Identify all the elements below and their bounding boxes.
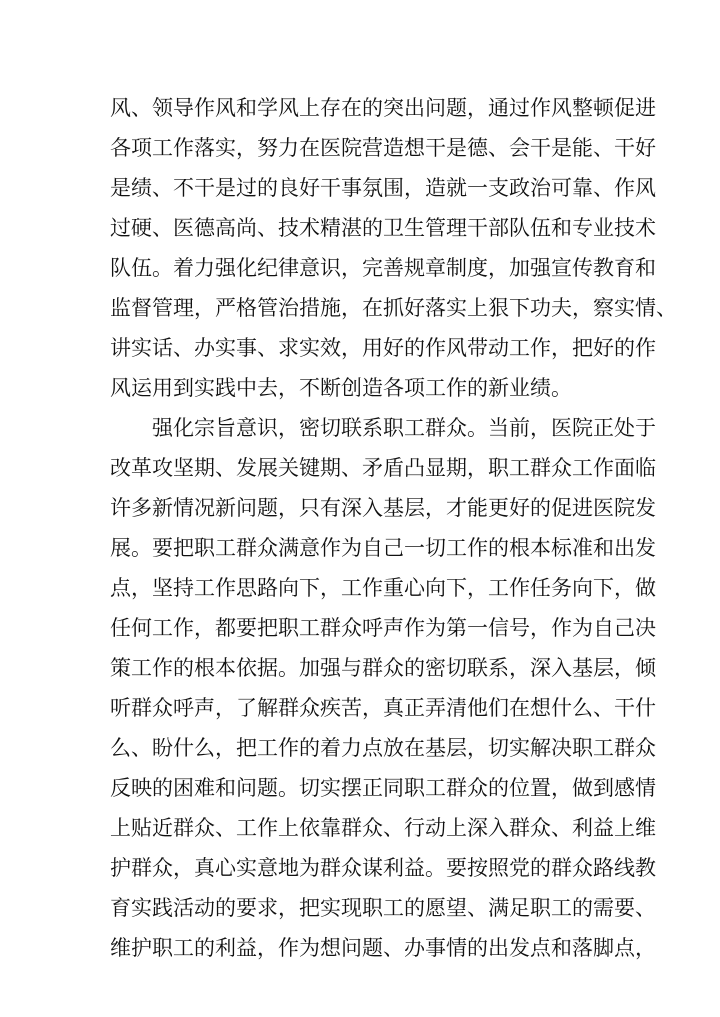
text-line: 各项工作落实，努力在医院营造想干是德、会干是能、干好 xyxy=(110,136,656,160)
text-line: 护群众，真心实意地为群众谋利益。要按照党的群众路线教 xyxy=(110,856,656,880)
paragraph-first-line: 强化宗旨意识，密切联系职工群众。当前，医院正处于 xyxy=(152,416,656,440)
text-line: 策工作的根本依据。加强与群众的密切联系，深入基层，倾 xyxy=(110,656,656,680)
text-line: 听群众呼声，了解群众疾苦，真正弄清他们在想什么、干什 xyxy=(110,696,656,720)
text-line: 上贴近群众、工作上依靠群众、行动上深入群众、利益上维 xyxy=(110,816,656,840)
text-line: 展。要把职工群众满意作为自己一切工作的根本标准和出发 xyxy=(110,536,656,560)
text-line: 许多新情况新问题，只有深入基层，才能更好的促进医院发 xyxy=(110,496,656,520)
text-line: 点，坚持工作思路向下，工作重心向下，工作任务向下，做 xyxy=(110,576,656,600)
text-line: 过硬、医德高尚、技术精湛的卫生管理干部队伍和专业技术 xyxy=(110,216,656,240)
text-line: 育实践活动的要求，把实现职工的愿望、满足职工的需要、 xyxy=(110,896,656,920)
text-line: 改革攻坚期、发展关键期、矛盾凸显期，职工群众工作面临 xyxy=(110,456,656,480)
text-line: 反映的困难和问题。切实摆正同职工群众的位置，做到感情 xyxy=(110,776,656,800)
text-line: 风运用到实践中去，不断创造各项工作的新业绩。 xyxy=(110,376,572,400)
text-line: 队伍。着力强化纪律意识，完善规章制度，加强宣传教育和 xyxy=(110,256,656,280)
text-line: 讲实话、办实事、求实效，用好的作风带动工作，把好的作 xyxy=(110,336,656,360)
text-line: 监督管理，严格管治措施，在抓好落实上狠下功夫，察实情、 xyxy=(110,296,677,320)
text-line: 任何工作，都要把职工群众呼声作为第一信号，作为自己决 xyxy=(110,616,656,640)
text-line: 风、领导作风和学风上存在的突出问题，通过作风整顿促进 xyxy=(110,96,656,120)
text-line: 维护职工的利益，作为想问题、办事情的出发点和落脚点， xyxy=(110,936,656,960)
text-line: 是绩、不干是过的良好干事氛围，造就一支政治可靠、作风 xyxy=(110,176,656,200)
text-line: 么、盼什么，把工作的着力点放在基层，切实解决职工群众 xyxy=(110,736,656,760)
